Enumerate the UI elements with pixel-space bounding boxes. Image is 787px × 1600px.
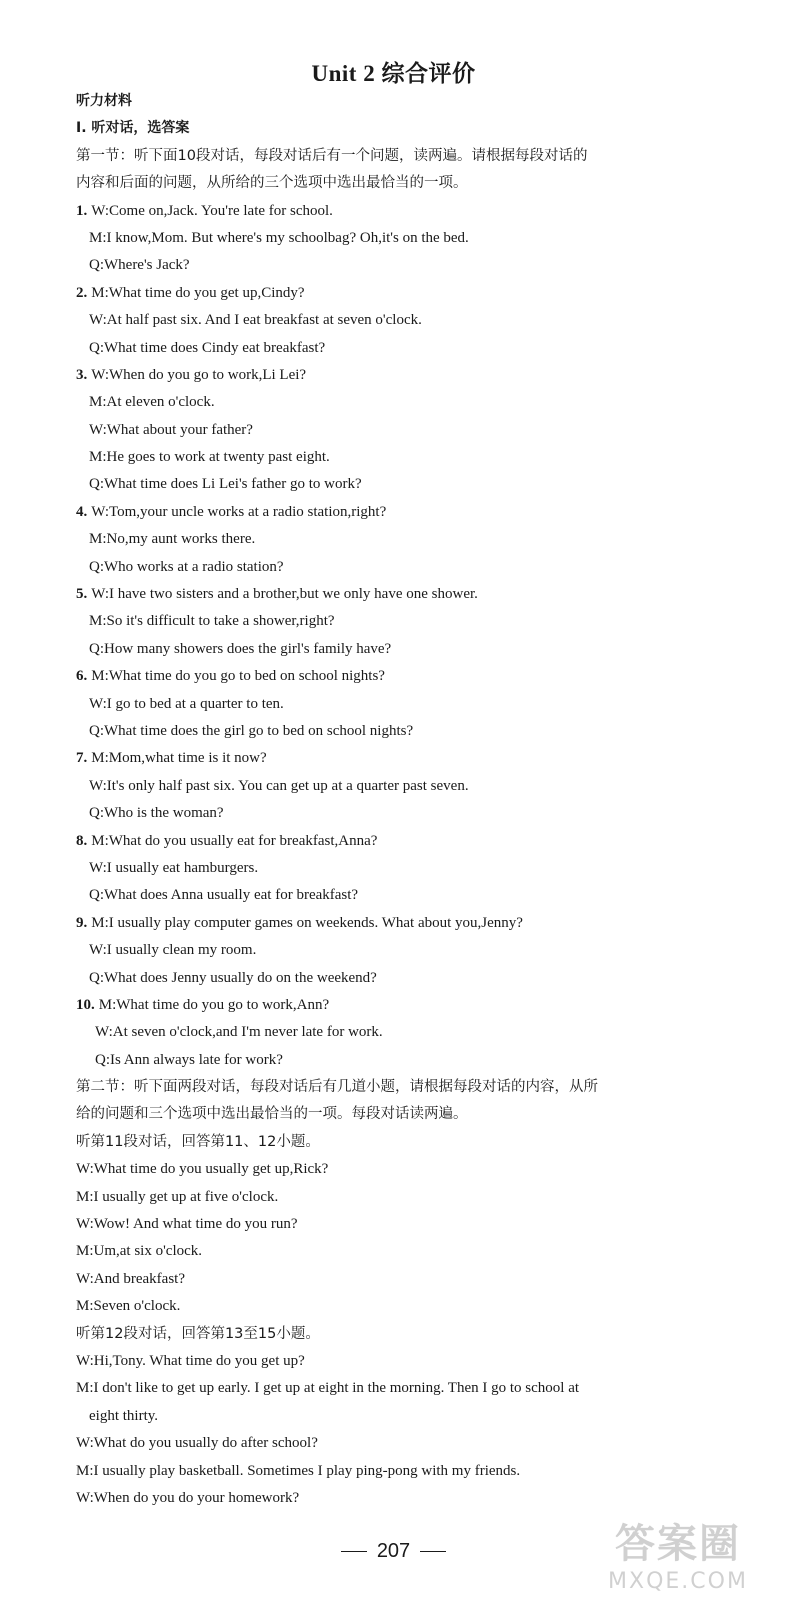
dialogue-line [76,471,726,498]
part2-intro-line: 给的问题和三个选项中选出最恰当的一项。每段对话读两遍。 [76,1106,468,1123]
dialogue-line [76,362,726,389]
conversation-line: M:I don't like to get up early. I get up at eight in the morning. Then I go to school at [76,1380,580,1397]
dialogue-text: M:What do you usually eat for breakfast,Anna? [91,832,378,849]
conversation-line: W:Wow! And what time do you run? [76,1216,298,1233]
conv11-lines [76,1156,726,1320]
dialogue-line [76,307,726,334]
dialogue-text: M:He goes to work at twenty past eight. [89,449,330,466]
conv12-heading: 听第12段对话，回答第13至15小题。 [76,1325,320,1342]
part1-heading: Ⅰ. 听对话，选答案 [76,120,190,137]
dialogue-text: W:What about your father? [89,421,253,438]
dialogue-line [76,636,726,663]
dialogue-line [76,581,726,608]
dialogue-text: Q:What time does the girl go to bed on school nights? [89,722,414,739]
conversation-line: W:What time do you usually get up,Rick? [76,1161,329,1178]
dialogue-line [76,745,726,772]
dialogue-line [76,910,726,937]
dialogue-text: Q:Who is the woman? [89,805,224,822]
dialogue-line [76,992,726,1019]
dialogue-text: W:At half past six. And I eat breakfast at seven o'clock. [89,312,422,329]
content-body [76,88,726,1512]
dialogue-text: W:It's only half past six. You can get up at a quarter past seven. [89,777,469,794]
part2-intro-line: 第二节：听下面两段对话，每段对话后有几道小题，请根据每段对话的内容，从所 [76,1079,598,1096]
conversation-line: M:I usually play basketball. Sometimes I play ping-pong with my friends. [76,1462,521,1479]
dialogue-text: W:I usually clean my room. [89,942,257,959]
question-number: 5. [76,586,88,603]
dialogue-line [76,1047,726,1074]
dialogue-list [76,198,726,1075]
dialogue-line [76,225,726,252]
dialogue-line [76,417,726,444]
dialogue-text: M:What time do you go to work,Ann? [98,996,330,1013]
dialogue-text: W:I have two sisters and a brother,but we only have one shower. [91,586,478,603]
dialogue-line [76,828,726,855]
dialogue-text: M:What time do you get up,Cindy? [91,284,305,301]
part1-intro-line: 第一节：听下面10段对话，每段对话后有一个问题，读两遍。请根据每段对话的 [76,147,588,164]
conversation-line: M:Um,at six o'clock. [76,1243,203,1260]
watermark-logo [583,1512,773,1592]
dialogue-text: Q:Who works at a radio station? [89,558,284,575]
dialogue-line [76,718,726,745]
footer-dash-right [420,1551,446,1553]
dialogue-text: W:Tom,your uncle works at a radio station,right? [91,503,387,520]
conv12-lines [76,1348,726,1512]
dialogue-line [76,773,726,800]
dialogue-line [76,937,726,964]
dialogue-text: W:At seven o'clock,and I'm never late for work. [95,1024,383,1041]
dialogue-line [76,691,726,718]
dialogue-text: W:I go to bed at a quarter to ten. [89,695,284,712]
question-number: 4. [76,503,88,520]
dialogue-line [76,444,726,471]
conversation-line: W:And breakfast? [76,1270,185,1287]
dialogue-text: Q:How many showers does the girl's family have? [89,640,392,657]
question-number: 2. [76,284,88,301]
watermark-top: 答案圈 [615,1521,741,1567]
part1-intro-line: 内容和后面的问题，从所给的三个选项中选出最恰当的一项。 [76,175,468,192]
dialogue-text: W:When do you go to work,Li Lei? [91,366,307,383]
dialogue-line [76,499,726,526]
dialogue-text: W:Come on,Jack. You're late for school. [91,202,333,219]
dialogue-text: Q:What does Jenny usually do on the weekend? [89,969,377,986]
dialogue-text: M:So it's difficult to take a shower,right? [89,613,335,630]
dialogue-line [76,335,726,362]
page-number: 207 [376,1540,411,1562]
dialogue-line [76,389,726,416]
dialogue-text: Q:What time does Li Lei's father go to work? [89,476,362,493]
dialogue-line [76,663,726,690]
question-number: 10. [76,996,95,1013]
dialogue-text: M:What time do you go to bed on school nights? [91,668,385,685]
dialogue-text: M:At eleven o'clock. [89,394,215,411]
dialogue-text: Q:What time does Cindy eat breakfast? [89,339,326,356]
dialogue-text: Q:Where's Jack? [89,257,190,274]
dialogue-line [76,198,726,225]
question-number: 9. [76,914,88,931]
conversation-line: M:Seven o'clock. [76,1298,181,1315]
dialogue-text: W:I usually eat hamburgers. [89,859,259,876]
dialogue-line [76,252,726,279]
conversation-line: W:When do you do your homework? [76,1489,300,1506]
conv11-heading: 听第11段对话，回答第11、12小题。 [76,1133,320,1150]
conversation-line: M:I usually get up at five o'clock. [76,1188,279,1205]
question-number: 1. [76,202,88,219]
dialogue-line [76,965,726,992]
dialogue-line [76,1019,726,1046]
dialogue-line [76,800,726,827]
watermark-bottom: MXQE.COM [608,1569,748,1594]
footer-dash-left [341,1551,367,1553]
conversation-line: eight thirty. [89,1407,159,1424]
dialogue-text: M:Mom,what time is it now? [91,750,267,767]
dialogue-line [76,855,726,882]
section-label: 听力材料 [76,93,132,109]
question-number: 6. [76,668,88,685]
dialogue-line [76,608,726,635]
dialogue-line [76,554,726,581]
dialogue-line [76,526,726,553]
dialogue-line [76,882,726,909]
dialogue-line [76,280,726,307]
dialogue-text: Q:Is Ann always late for work? [95,1051,283,1068]
page-title: Unit 2 综合评价 [311,61,476,86]
conversation-line: W:Hi,Tony. What time do you get up? [76,1352,305,1369]
question-number: 7. [76,750,88,767]
question-number: 8. [76,832,88,849]
dialogue-text: Q:What does Anna usually eat for breakfast? [89,887,359,904]
dialogue-text: M:I know,Mom. But where's my schoolbag? Oh,it's on the bed. [89,229,469,246]
dialogue-text: M:No,my aunt works there. [89,531,256,548]
conversation-line: W:What do you usually do after school? [76,1435,318,1452]
dialogue-text: M:I usually play computer games on weekends. What about you,Jenny? [91,914,523,931]
question-number: 3. [76,366,88,383]
